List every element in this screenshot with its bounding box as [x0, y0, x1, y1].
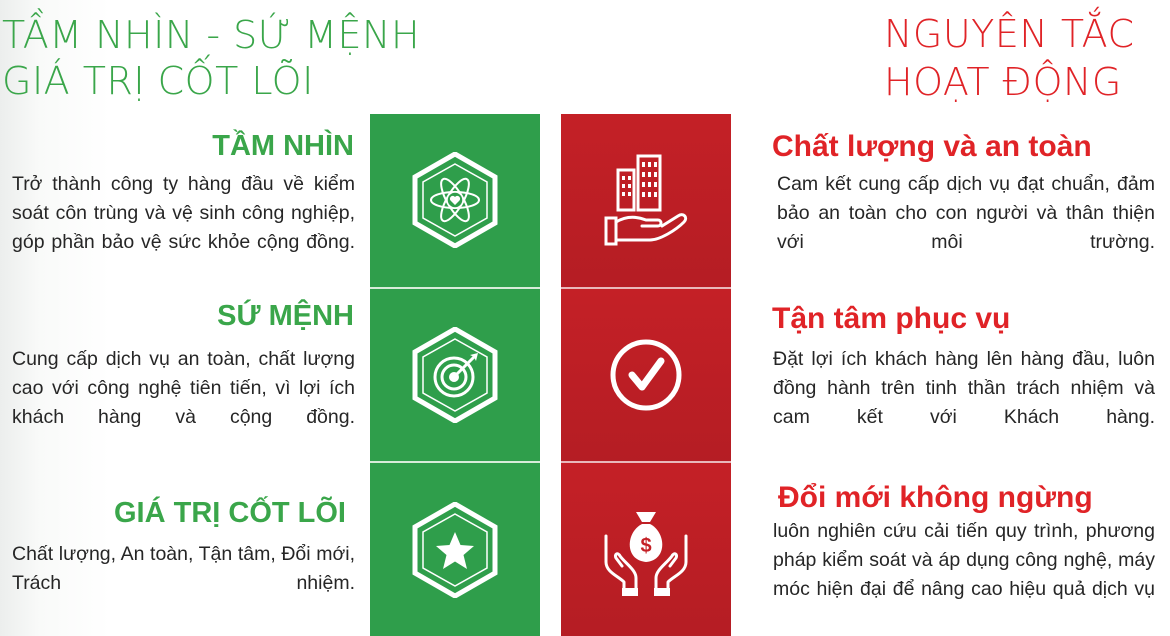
check-circle-icon	[606, 335, 686, 415]
vision-text: Trở thành công ty hàng đầu về kiểm soát côn trùng và vệ sinh công nghiệp, góp phần bảo vệ sức khỏe cộng đồng.	[12, 173, 355, 253]
money-bag-hands-icon	[596, 502, 696, 598]
vision-icon-panel	[370, 114, 540, 287]
innovation-title: Đổi mới không ngừng	[778, 481, 1093, 514]
green-icon-column	[370, 114, 540, 636]
atom-heart-icon	[412, 152, 498, 248]
core-values-title: GIÁ TRỊ CỐT LÕI	[114, 497, 346, 529]
heading-line-2: HOẠT ĐỘNG	[884, 60, 1122, 104]
heading-line-2: GIÁ TRỊ CỐT LÕI	[2, 59, 314, 103]
heading-vision-mission-values	[2, 12, 420, 104]
dedicated-service-icon-panel	[561, 287, 731, 462]
red-icon-column	[561, 114, 731, 636]
quality-safety-title: Chất lượng và an toàn	[772, 130, 1092, 163]
star-icon	[412, 502, 498, 598]
heading-line-1: NGUYÊN TẮC	[884, 12, 1135, 56]
target-arrow-icon	[412, 327, 498, 423]
mission-title: SỨ MỆNH	[217, 300, 354, 332]
core-values-text: Chất lượng, An toàn, Tận tâm, Đổi mới, Trách nhiệm.	[12, 543, 355, 594]
heading-line-1: TẦM NHÌN - SỨ MỆNH	[2, 13, 421, 57]
heading-operating-principles	[884, 10, 1135, 106]
quality-safety-text: Cam kết cung cấp dịch vụ đạt chuẩn, đảm bảo an toàn cho con người và thân thiện với môi trường.	[777, 173, 1155, 253]
mission-text: Cung cấp dịch vụ an toàn, chất lượng cao với công nghệ tiên tiến, vì lợi ích khách hàng và cộng đồng.	[12, 348, 355, 428]
vision-title: TẦM NHÌN	[212, 130, 354, 162]
innovation-text: luôn nghiên cứu cải tiến quy trình, phương pháp kiểm soát và áp dụng công nghệ, máy móc hiện đại để nâng cao hiệu quả dịch vụ	[773, 520, 1155, 600]
mission-icon-panel	[370, 287, 540, 462]
svg-text:$: $	[640, 534, 652, 557]
dedicated-service-title: Tận tâm phục vụ	[772, 302, 1011, 335]
quality-safety-icon-panel	[561, 114, 731, 287]
building-hand-icon	[600, 150, 692, 250]
core-values-icon-panel	[370, 461, 540, 636]
dedicated-service-text: Đặt lợi ích khách hàng lên hàng đầu, luôn đồng hành trên tinh thần trách nhiệm và cam kết với Khách hàng.	[773, 348, 1155, 428]
innovation-icon-panel	[561, 461, 731, 636]
